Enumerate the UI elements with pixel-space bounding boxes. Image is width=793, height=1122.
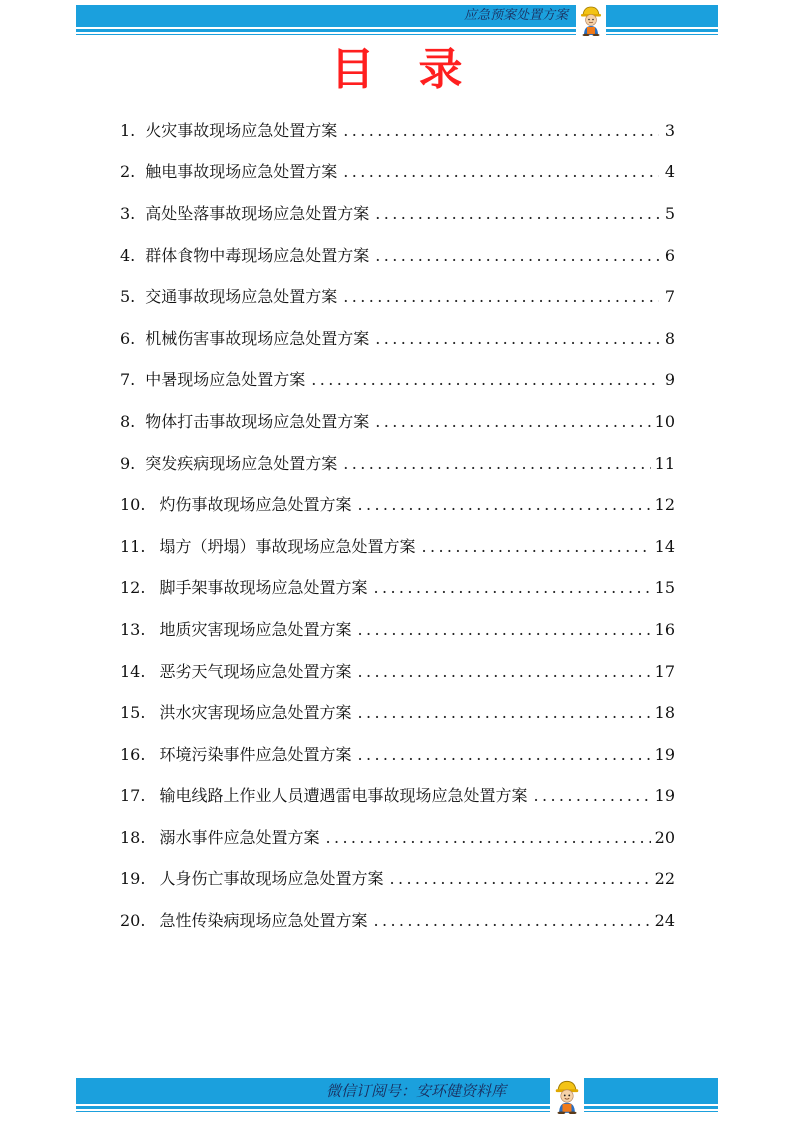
toc-entry-number: 11. xyxy=(120,536,146,556)
toc-entry-title[interactable]: 脚手架事故现场应急处置方案 xyxy=(159,578,368,598)
toc-dot-leader xyxy=(343,119,659,143)
toc-dot-leader xyxy=(389,867,650,891)
toc-dot-leader xyxy=(325,826,650,850)
toc-entry-page-number: 12 xyxy=(654,495,675,515)
page-footer xyxy=(76,1078,718,1116)
toc-entry[interactable] xyxy=(120,193,675,235)
toc-entry[interactable] xyxy=(120,817,675,859)
toc-entry-number: 9. xyxy=(120,453,136,473)
toc-entry-title[interactable]: 地质灾害现场应急处置方案 xyxy=(159,619,352,639)
toc-entry[interactable] xyxy=(120,900,675,942)
toc-entry-page-number: 22 xyxy=(654,869,675,889)
toc-dot-leader xyxy=(375,327,659,351)
toc-entry-number: 3. xyxy=(120,203,136,223)
toc-entry-title[interactable]: 群体食物中毒现场应急处置方案 xyxy=(145,245,370,265)
toc-entry-page-number: 3 xyxy=(664,120,675,140)
toc-dot-leader xyxy=(343,285,659,309)
toc-entry-title[interactable]: 人身伤亡事故现场应急处置方案 xyxy=(159,869,384,889)
toc-entry-number: 19. xyxy=(120,869,146,889)
header-title: 应急预案处置方案 xyxy=(463,8,568,23)
toc-entry-number: 2. xyxy=(120,162,136,182)
toc-entry[interactable] xyxy=(120,110,675,152)
toc-entry[interactable] xyxy=(120,276,675,318)
footer-rule xyxy=(76,1106,718,1109)
toc-entry-title[interactable]: 交通事故现场应急处置方案 xyxy=(145,287,338,307)
toc-entry-title[interactable]: 洪水灾害现场应急处置方案 xyxy=(159,703,352,723)
toc-entry-number: 10. xyxy=(120,495,146,515)
toc-entry-title[interactable]: 急性传染病现场应急处置方案 xyxy=(159,911,368,931)
toc-entry-page-number: 9 xyxy=(664,370,675,390)
construction-worker-mascot-icon xyxy=(576,4,606,36)
toc-entry[interactable] xyxy=(120,692,675,734)
header-bar xyxy=(76,5,718,27)
toc-entry-page-number: 5 xyxy=(664,203,675,223)
toc-dot-leader xyxy=(375,244,659,268)
toc-entry-page-number: 18 xyxy=(654,703,675,723)
toc-entry[interactable] xyxy=(120,734,675,776)
toc-entry-page-number: 10 xyxy=(654,411,675,431)
page-header xyxy=(76,5,718,35)
toc-entry[interactable] xyxy=(120,776,675,818)
toc-dot-leader xyxy=(311,368,659,392)
toc-entry-title[interactable]: 高处坠落事故现场应急处置方案 xyxy=(145,203,370,223)
header-rule xyxy=(76,29,718,32)
toc-entry-title[interactable]: 火灾事故现场应急处置方案 xyxy=(145,120,338,140)
toc-entry-page-number: 11 xyxy=(654,453,675,473)
footer-thin-rule xyxy=(76,1111,718,1112)
toc-entry-page-number: 4 xyxy=(664,162,675,182)
toc-entry-title[interactable]: 溺水事件应急处置方案 xyxy=(159,827,320,847)
toc-title: 目录 xyxy=(330,44,507,95)
toc-entry[interactable] xyxy=(120,443,675,485)
construction-worker-mascot-icon xyxy=(550,1078,584,1114)
toc-entry-page-number: 20 xyxy=(654,827,675,847)
toc-dot-leader xyxy=(375,410,650,434)
toc-entry-number: 15. xyxy=(120,703,146,723)
toc-entry[interactable] xyxy=(120,526,675,568)
toc-entry-number: 7. xyxy=(120,370,136,390)
toc-entry-number: 14. xyxy=(120,661,146,681)
toc-dot-leader xyxy=(357,493,650,517)
toc-entry-number: 8. xyxy=(120,411,136,431)
toc-entry[interactable] xyxy=(120,859,675,901)
toc-entry[interactable] xyxy=(120,360,675,402)
toc-dot-leader xyxy=(357,701,650,725)
toc-entry-title[interactable]: 中暑现场应急处置方案 xyxy=(145,370,306,390)
toc-entry-number: 5. xyxy=(120,287,136,307)
toc-dot-leader xyxy=(357,743,650,767)
toc-entry-page-number: 19 xyxy=(654,786,675,806)
toc-entry-number: 6. xyxy=(120,328,136,348)
toc-entry[interactable] xyxy=(120,235,675,277)
toc-entry-page-number: 8 xyxy=(664,328,675,348)
toc-entry-title[interactable]: 恶劣天气现场应急处置方案 xyxy=(159,661,352,681)
toc-entry-page-number: 15 xyxy=(654,578,675,598)
toc-entry-number: 18. xyxy=(120,827,146,847)
toc-entry-number: 17. xyxy=(120,786,146,806)
toc-entry-title[interactable]: 灼伤事故现场应急处置方案 xyxy=(159,495,352,515)
toc-entry-title[interactable]: 物体打击事故现场应急处置方案 xyxy=(145,411,370,431)
toc-entry-page-number: 16 xyxy=(654,619,675,639)
toc-entry-number: 4. xyxy=(120,245,136,265)
header-thin-rule xyxy=(76,34,718,35)
toc-entry-title[interactable]: 环境污染事件应急处置方案 xyxy=(159,744,352,764)
toc-entry-page-number: 19 xyxy=(654,744,675,764)
toc-entry-page-number: 24 xyxy=(654,911,675,931)
toc-dot-leader xyxy=(357,618,650,642)
toc-entry-number: 16. xyxy=(120,744,146,764)
toc-entry[interactable] xyxy=(120,609,675,651)
toc-dot-leader xyxy=(373,576,650,600)
toc-entry-title[interactable]: 机械伤害事故现场应急处置方案 xyxy=(145,328,370,348)
toc-entry-page-number: 7 xyxy=(664,287,675,307)
toc-dot-leader xyxy=(343,452,650,476)
toc-entry-number: 20. xyxy=(120,911,146,931)
toc-entry[interactable] xyxy=(120,484,675,526)
toc-dot-leader xyxy=(357,660,650,684)
toc-dot-leader xyxy=(375,202,659,226)
toc-dot-leader xyxy=(421,535,650,559)
toc-entry[interactable] xyxy=(120,152,675,194)
toc-list xyxy=(120,110,675,942)
toc-entry-title[interactable]: 突发疾病现场应急处置方案 xyxy=(145,453,338,473)
footer-label: 微信订阅号：安环健资料库 xyxy=(326,1082,507,1100)
toc-entry-title[interactable]: 触电事故现场应急处置方案 xyxy=(145,162,338,182)
toc-entry-number: 13. xyxy=(120,619,146,639)
toc-entry-number: 12. xyxy=(120,578,146,598)
toc-entry-title[interactable]: 塌方（坍塌）事故现场应急处置方案 xyxy=(159,536,416,556)
toc-entry-page-number: 6 xyxy=(664,245,675,265)
toc-dot-leader xyxy=(373,909,650,933)
toc-entry-title[interactable]: 输电线路上作业人员遭遇雷电事故现场应急处置方案 xyxy=(159,786,528,806)
toc-entry[interactable] xyxy=(120,318,675,360)
toc-entry[interactable] xyxy=(120,401,675,443)
toc-entry-number: 1. xyxy=(120,120,136,140)
toc-entry[interactable] xyxy=(120,568,675,610)
toc-entry-page-number: 14 xyxy=(654,536,675,556)
toc-dot-leader xyxy=(343,160,659,184)
toc-entry-page-number: 17 xyxy=(654,661,675,681)
toc-dot-leader xyxy=(533,784,650,808)
toc-entry[interactable] xyxy=(120,651,675,693)
